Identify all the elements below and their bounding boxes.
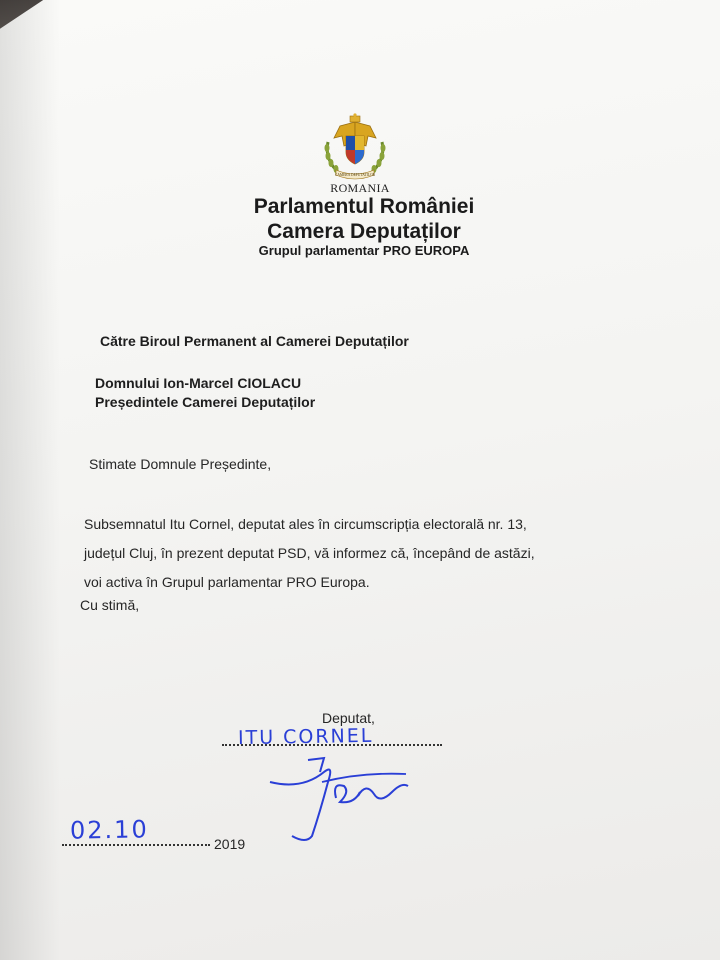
org-subtitle-group: Grupul parlamentar PRO EUROPA: [258, 243, 470, 258]
crest-ribbon-text: CAMERA DEPUTATILOR: [334, 173, 376, 177]
handwritten-date: 02.10: [69, 815, 149, 845]
org-title-parliament: Parlamentul României: [253, 195, 475, 218]
org-title-chamber: Camera Deputaților: [267, 220, 461, 243]
romanian-coat-of-arms-icon: [318, 112, 392, 186]
country-label: ROMANIA: [330, 181, 390, 195]
date-year: 2019: [214, 836, 246, 852]
closing: Cu stimă,: [80, 597, 140, 613]
addressee-name: Domnului Ion-Marcel CIOLACU: [95, 375, 302, 391]
body-line: Subsemnatul Itu Cornel, deputat ales în circumscripția electorală nr. 13,: [84, 516, 527, 532]
letter-body: [84, 510, 624, 597]
paper-shadow: [0, 0, 60, 960]
addressee-office: Către Biroul Permanent al Camerei Deputaților: [100, 333, 409, 349]
signatory-title: Deputat,: [322, 710, 375, 726]
handwritten-signature-icon: [262, 752, 412, 848]
addressee-title: Președintele Camerei Deputaților: [95, 394, 316, 410]
body-line: voi activa în Grupul parlamentar PRO Europa.: [84, 574, 370, 590]
body-line: județul Cluj, în prezent deputat PSD, vă informez că, începând de astăzi,: [84, 545, 535, 561]
salutation: Stimate Domnule Președinte,: [89, 456, 272, 472]
handwritten-name: ITU CORNEL: [237, 724, 374, 750]
